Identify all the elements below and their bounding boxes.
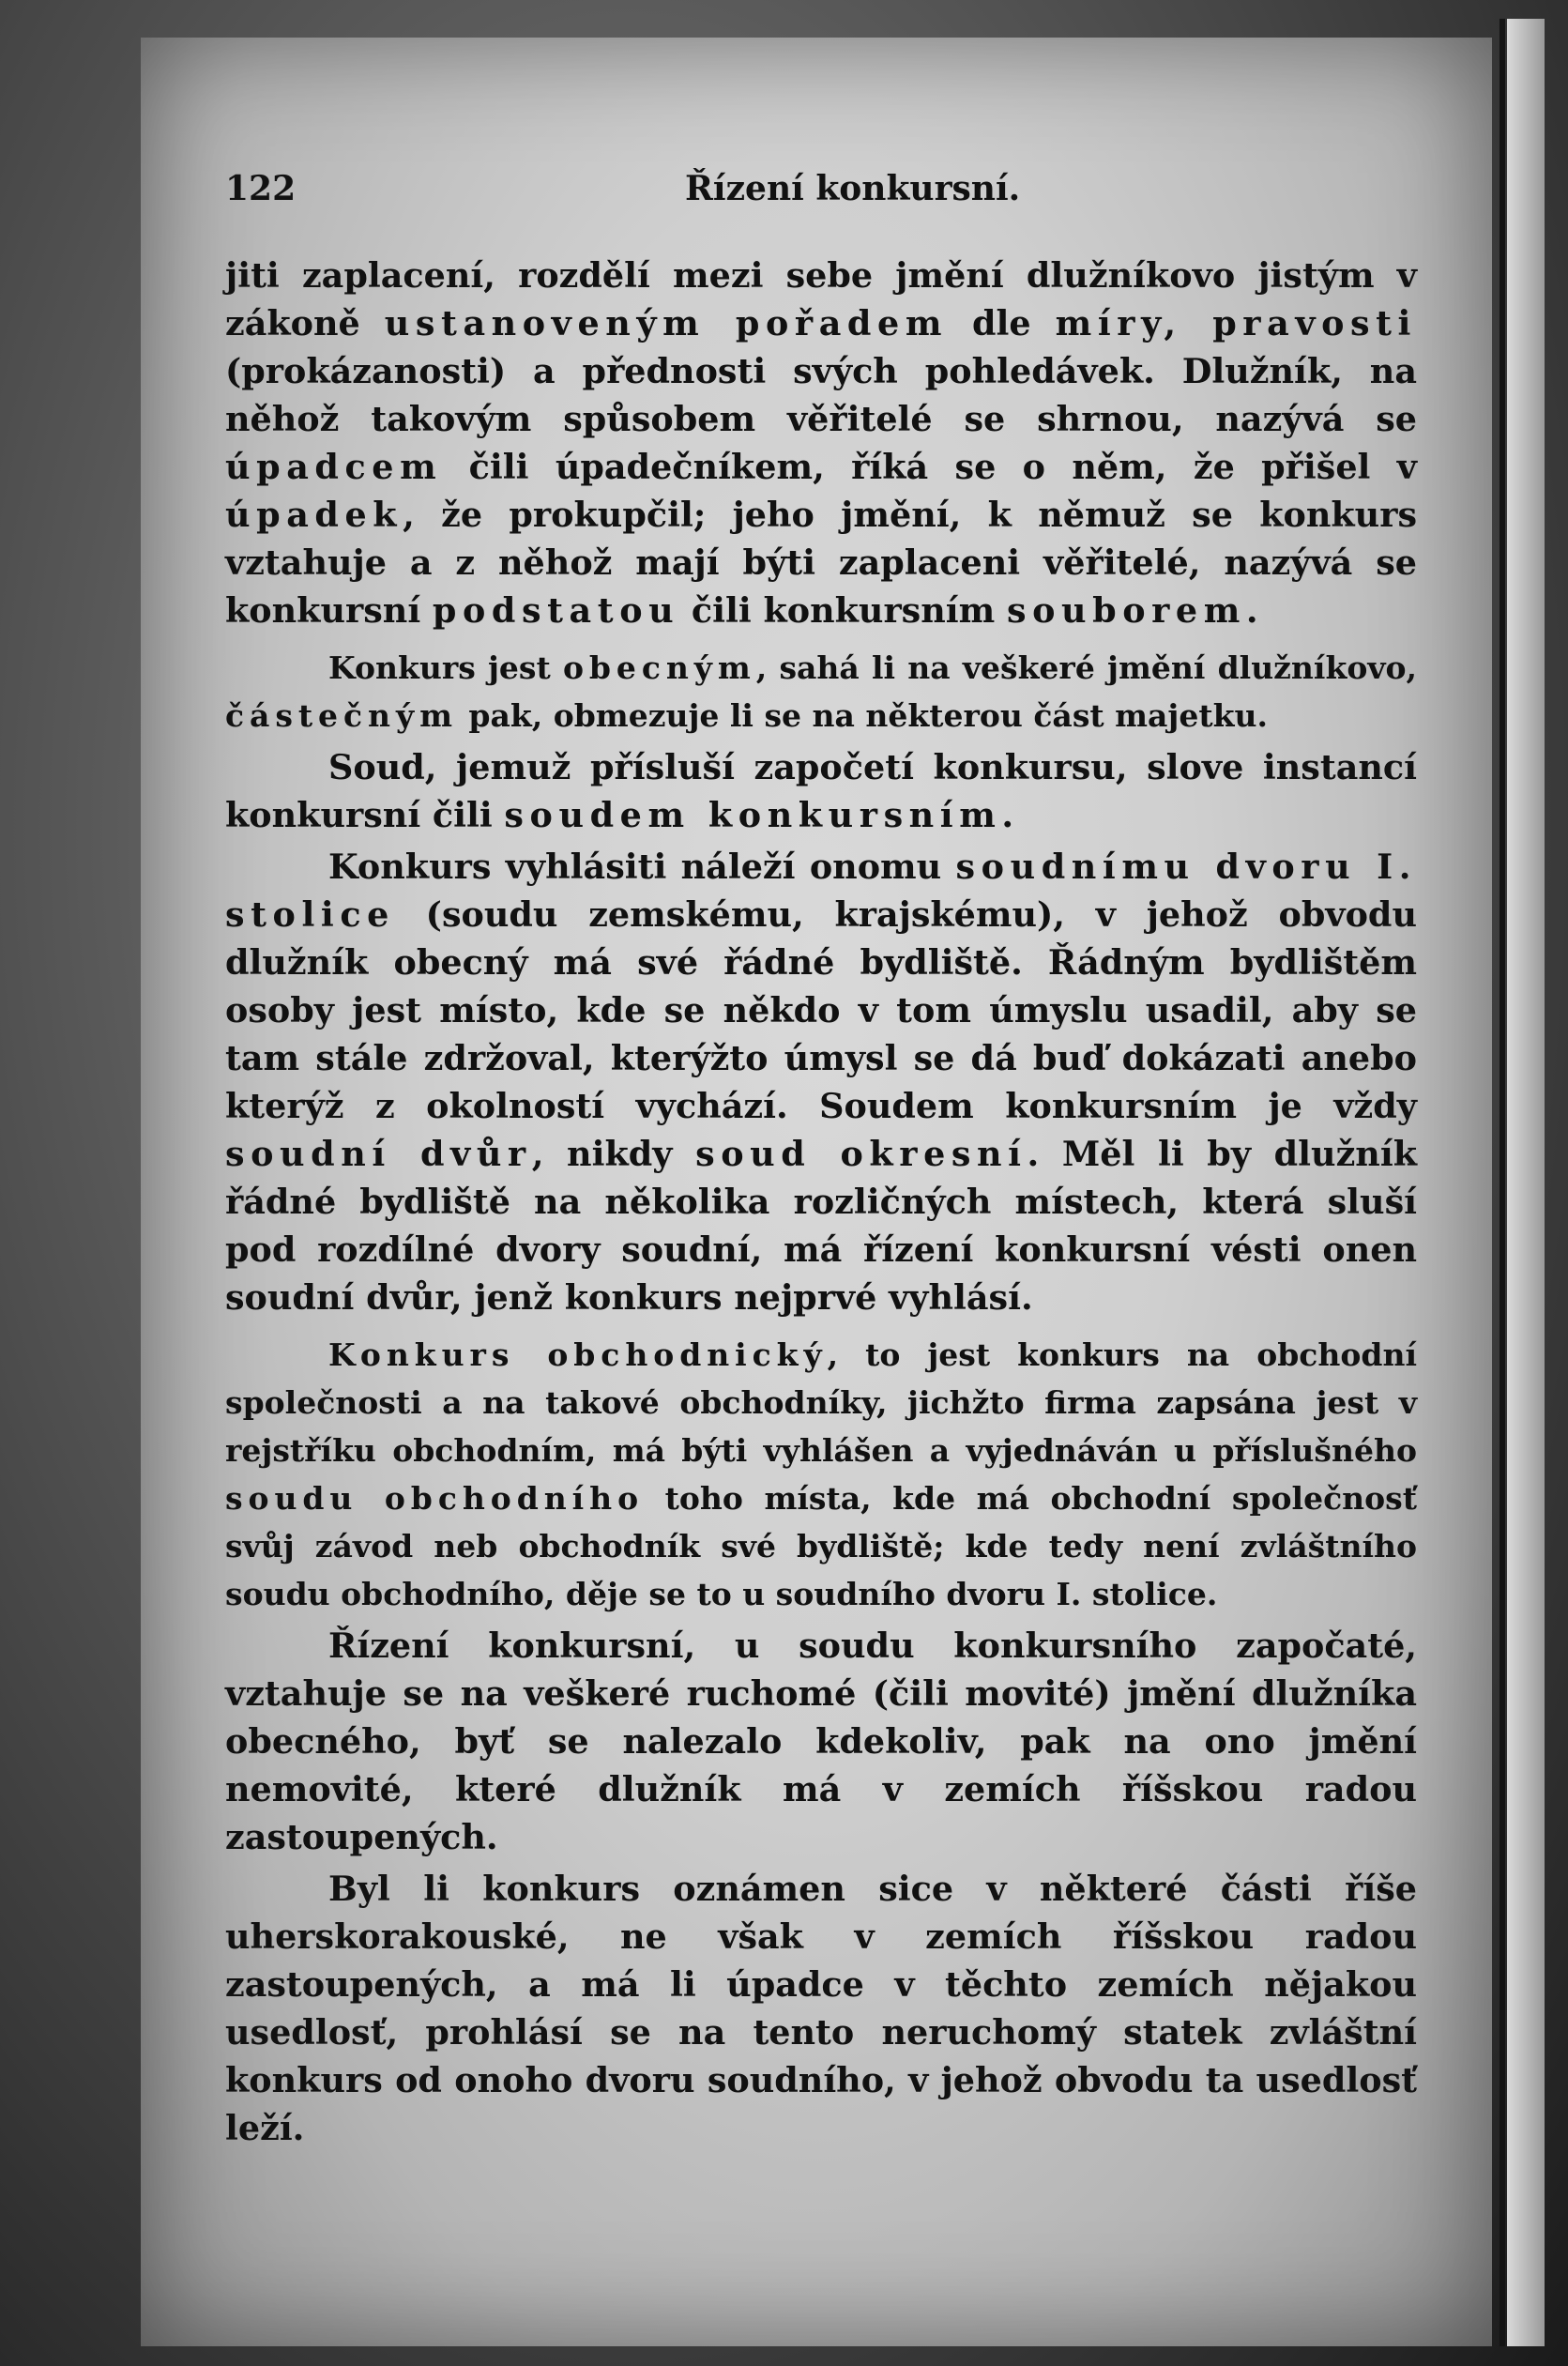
spaced-emphasis: míry, pravosti [1055, 303, 1417, 343]
page-number: 122 [225, 169, 297, 208]
text-run: Byl li konkurs oznámen sice v některé části říše uherskorakouské, ne však v zemích říšskou radou zastoupených, a má li úpadce v těchto zemích nějakou usedlosť, prohlásí se na tento neruchomý statek zvláštní konkurs od onoho dvoru soudního, v jehož obvodu ta usedlosť leží. [225, 1869, 1417, 2148]
text-run: Řízení konkursní, u soudu konkursního započaté, vztahuje se na veškeré ruchomé (čili movité) jmění dlužníka obecného, byť se nalezalo kdekoliv, pak na ono jmění nemovité, které dlužník má v zemích říšskou radou zastoupených. [225, 1626, 1417, 1857]
paragraph-4 [225, 843, 1417, 1321]
page-edge-dark [1499, 19, 1505, 2346]
text-run: toho místa, kde má obchodní společnosť svůj závod neb obchodník své bydliště; kde tedy není zvláštního soudu obchodního, děje se to u soudního dvoru I. stolice. [225, 1480, 1417, 1612]
spaced-emphasis: soudnímu dvoru I. stolice [225, 847, 1418, 935]
spaced-emphasis: soudu obchodního [225, 1480, 645, 1517]
text-run: . [1001, 795, 1014, 835]
text-run: (prokázanosti) a přednosti svých pohledávek. Dlužník, na něhož takovým spůsobem věřitelé se shrnou, nazývá se [225, 351, 1417, 439]
spaced-emphasis: Konkurs obchodnický [328, 1336, 828, 1373]
page-edge-light [1507, 19, 1545, 2346]
text-run: čili konkursním [679, 590, 1007, 631]
text-run: , nikdy [531, 1134, 696, 1174]
spaced-emphasis: částečným [225, 697, 458, 734]
running-head: Řízení konkursní. [685, 169, 1021, 208]
spaced-emphasis: soudní dvůr [225, 1134, 532, 1174]
paragraph-6 [225, 1622, 1417, 1861]
text-run: Konkurs vyhlásiti náleží onomu [328, 847, 956, 887]
text-run: pak, obmezuje li se na některou část majetku. [457, 697, 1268, 734]
text-run: , že prokupčil; jeho jmění, k němuž se konkurs vztahuje a z něhož mají býti zaplaceni věřitelé, nazývá se konkursní [225, 495, 1417, 631]
text-run: . Měl li by dlužník řádné bydliště na několika rozličných místech, která sluší pod rozdílné dvory soudní, má řízení konkursní vésti onen soudní dvůr, jenž konkurs nejprvé vyhlásí. [225, 1134, 1417, 1318]
spaced-emphasis: souborem [1006, 590, 1246, 631]
spaced-emphasis: soud okresní [695, 1134, 1028, 1174]
text-run: čili úpadečníkem, říká se o něm, že přišel v [442, 447, 1417, 487]
spaced-emphasis: soudem konkursním [504, 795, 1002, 835]
spaced-emphasis: ustanoveným pořadem [384, 303, 949, 343]
spaced-emphasis: obecným [562, 649, 756, 686]
text-run: (soudu zemskému, krajskému), v jehož obvodu dlužník obecný má své řádné bydliště. Řádným bydlištěm osoby jest místo, kde se někdo v tom úmyslu usadil, aby se tam stále zdržoval, kterýžto úmysl se dá buď dokázati anebo kterýž z okolností vychází. Soudem konkursním je vždy [225, 894, 1417, 1126]
spaced-emphasis: podstatou [432, 590, 680, 631]
text-run: jiti zaplacení, rozdělí mezi sebe jmění dlužníkovo jistým v zákoně [225, 255, 1417, 343]
text-run: dle [948, 303, 1056, 343]
paragraph-7 [225, 1865, 1417, 2152]
text-run: . [1245, 590, 1258, 631]
paragraph-3 [225, 743, 1417, 839]
page-header [225, 169, 1445, 225]
text-run: Konkurs jest [328, 649, 563, 686]
paragraph-1 [225, 252, 1417, 634]
spaced-emphasis: úpadek [225, 495, 403, 535]
text-run: Soud, jemuž přísluší započetí konkursu, slove instancí konkursní čili [225, 747, 1417, 835]
spaced-emphasis: úpadcem [225, 447, 443, 487]
text-run: , to jest konkurs na obchodní společnosti a na takové obchodníky, jichžto firma zapsána jest v rejstříku obchodním, má býti vyhlášen a vyjednáván u příslušného [225, 1336, 1417, 1469]
paragraph-5 [225, 1331, 1417, 1618]
text-run: , sahá li na veškeré jmění dlužníkovo, [755, 649, 1417, 686]
paragraph-2 [225, 644, 1417, 740]
body-text [225, 252, 1417, 2152]
